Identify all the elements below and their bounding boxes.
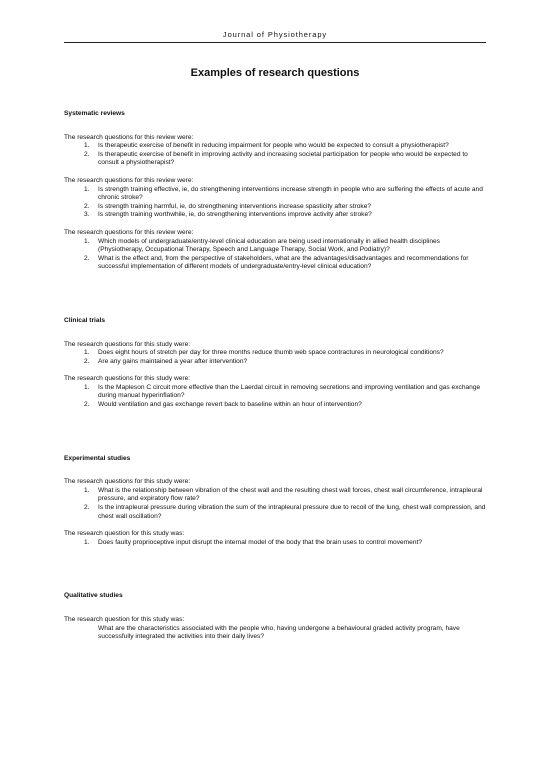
question-list xyxy=(64,349,486,366)
group-intro: The research questions for this study were: xyxy=(64,375,191,383)
item-number: 1. xyxy=(84,237,90,245)
list-item xyxy=(64,487,486,504)
question-list xyxy=(64,186,486,220)
item-text: What is the relationship between vibration of the chest wall and the resulting chest wall forces, chest wall circumference, intrapleural pressure, and expiratory flow rate? xyxy=(98,486,483,503)
journal-header: Journal of Physiotherapy xyxy=(64,30,486,43)
item-text: Are any gains maintained a year after intervention? xyxy=(98,357,248,365)
section-spacer xyxy=(64,281,486,317)
item-number: 1. xyxy=(84,349,90,357)
list-item xyxy=(64,255,486,272)
question-group xyxy=(64,341,486,367)
item-number: 1. xyxy=(84,142,90,150)
list-item xyxy=(64,186,486,203)
group-intro: The research questions for this review were: xyxy=(64,228,194,236)
item-number: 1. xyxy=(84,538,90,546)
section-heading: Experimental studies xyxy=(64,454,131,462)
question-group xyxy=(64,616,486,642)
document-body xyxy=(64,110,486,651)
page-title: Examples of research questions xyxy=(190,67,360,79)
item-number: 2. xyxy=(84,202,90,210)
list-item xyxy=(64,238,486,255)
list-item xyxy=(64,401,486,410)
list-item xyxy=(64,349,486,358)
section-systematic-reviews xyxy=(64,110,486,272)
item-text: Which models of undergraduate/entry-level clinical education are being used internationally in allied health disciplines (Physiotherapy, Occupational Therapy, Speech and Language Therapy, Social Work, and Podiatry)? xyxy=(98,237,440,254)
question-list xyxy=(64,142,486,168)
item-text: Does faulty proprioceptive input disrupt the internal model of the body that the brain uses to control movement? xyxy=(98,538,423,546)
question-list xyxy=(64,384,486,410)
item-text: Is strength training harmful, ie, do strengthening interventions increase spasticity after stroke? xyxy=(98,202,372,210)
group-intro: The research questions for this study were: xyxy=(64,478,191,486)
list-item xyxy=(64,203,486,212)
list-item xyxy=(64,539,486,548)
question-group xyxy=(64,530,486,547)
question-text: What are the characteristics associated with the people who, having undergone a behavioural graded activity program, have successfully integrated the activities into their daily lives? xyxy=(98,624,460,641)
group-intro: The research question for this study was: xyxy=(64,530,185,538)
item-text: Does eight hours of stretch per day for three months reduce thumb web space contractures in neurological conditions? xyxy=(98,349,444,357)
question-group xyxy=(64,229,486,272)
item-number: 1. xyxy=(84,383,90,391)
item-text: Is therapeutic exercise of benefit in reducing impairment for people who would be expected to consult a physiotherapist? xyxy=(98,142,449,150)
group-intro: The research question for this study was: xyxy=(64,616,185,623)
item-number: 1. xyxy=(84,185,90,193)
list-item xyxy=(64,504,486,521)
list-item xyxy=(64,384,486,401)
item-text: Would ventilation and gas exchange revert back to baseline within an hour of intervention? xyxy=(98,401,362,409)
section-heading: Clinical trials xyxy=(64,316,106,324)
item-number: 2. xyxy=(84,254,90,262)
item-number: 2. xyxy=(84,401,90,409)
group-intro: The research questions for this review were: xyxy=(64,133,194,141)
item-number: 2. xyxy=(84,504,90,512)
list-item xyxy=(64,358,486,367)
item-number: 1. xyxy=(84,486,90,494)
section-clinical-trials xyxy=(64,317,486,410)
section-spacer xyxy=(64,419,486,455)
section-experimental-studies xyxy=(64,455,486,548)
question-group xyxy=(64,375,486,409)
item-text: What is the effect and, from the perspective of stakeholders, what are the advantages/disadvantages and recommendations for successful implementation of different models of undergraduate/entry-level clinical education? xyxy=(98,254,469,271)
question-list xyxy=(64,487,486,521)
item-number: 2. xyxy=(84,357,90,365)
item-number: 2. xyxy=(84,150,90,158)
list-item xyxy=(64,211,486,220)
question-group xyxy=(64,177,486,220)
item-text: Is strength training worthwhile, ie, do strengthening interventions improve activity after stroke? xyxy=(98,211,372,219)
item-number: 3. xyxy=(84,211,90,219)
section-qualitative-studies xyxy=(64,592,486,641)
item-text: Is the intrapleural pressure during vibration the sum of the intrapleural pressure due to recoil of the lung, chest wall compression, and chest wall oscillation? xyxy=(98,504,486,520)
section-heading: Systematic reviews xyxy=(64,110,125,117)
item-text: Is therapeutic exercise of benefit in improving activity and increasing societal participation for people who would be expected to consult a physiotherapist? xyxy=(98,150,468,167)
question-group xyxy=(64,134,486,168)
list-item xyxy=(64,142,486,151)
section-spacer xyxy=(64,556,486,592)
question-list xyxy=(64,539,486,548)
item-text: Is the Mapleson C circuit more effective than the Laerdal circuit in removing secretions and improving ventilation and gas exchange during manual hyperinflation? xyxy=(98,383,481,400)
list-item xyxy=(64,151,486,168)
section-heading: Qualitative studies xyxy=(64,592,123,600)
group-intro: The research questions for this study were: xyxy=(64,340,191,348)
question-list xyxy=(64,238,486,272)
group-intro: The research questions for this review were: xyxy=(64,176,194,184)
item-text: Is strength training effective, ie, do strengthening interventions increase strength in people who are suffering the effects of acute and chronic stroke? xyxy=(98,185,483,202)
question-group xyxy=(64,478,486,521)
